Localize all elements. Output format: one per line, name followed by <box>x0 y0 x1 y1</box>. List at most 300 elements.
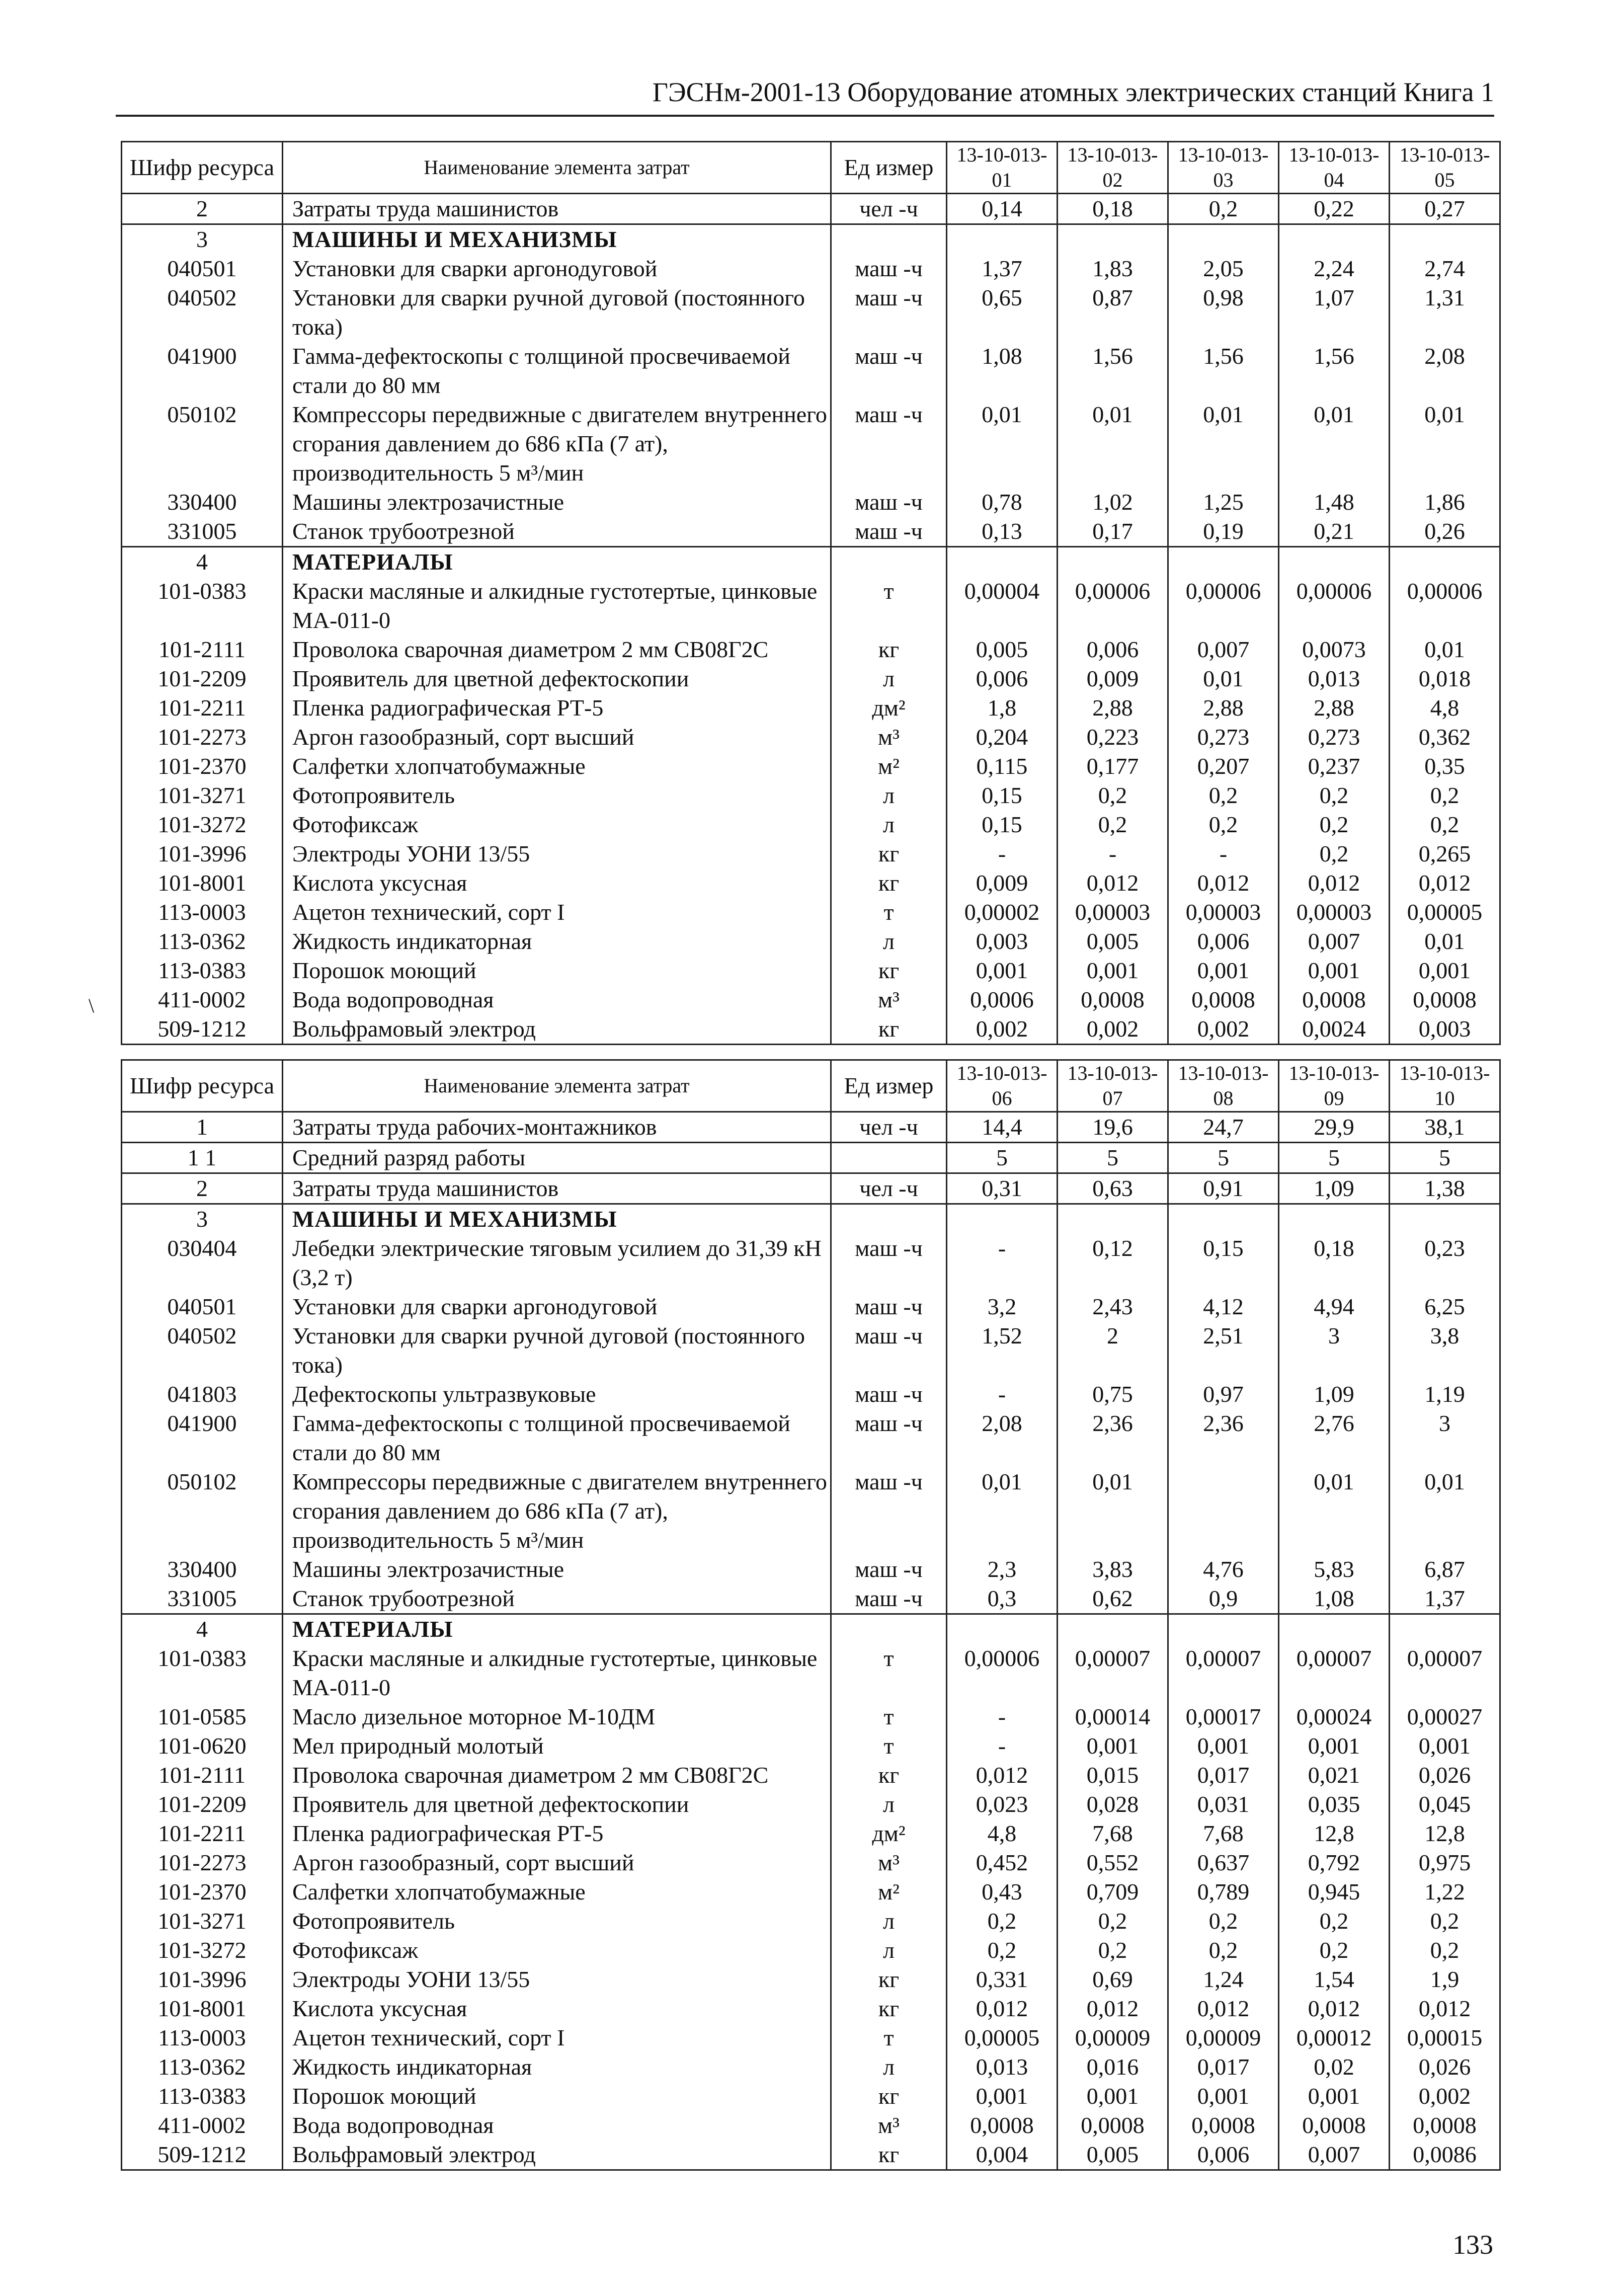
value-cell: 0,023 <box>947 1790 1058 1819</box>
value-cell: 1,22 <box>1390 1877 1500 1907</box>
unit-cell: маш -ч <box>831 400 947 488</box>
value-cell: 0,001 <box>1168 956 1279 985</box>
value-cell: 1,38 <box>1390 1173 1500 1204</box>
unit-cell: маш -ч <box>831 342 947 400</box>
section-row <box>122 1614 1500 1644</box>
value-cell: 0,26 <box>1390 517 1500 547</box>
table-row <box>122 810 1500 839</box>
resource-code: 050102 <box>122 1467 283 1555</box>
value-cell: 0,331 <box>947 1965 1058 1994</box>
value-cell: 0,3 <box>947 1584 1058 1614</box>
value-cell: 2,88 <box>1058 693 1168 723</box>
value-cell: 1,52 <box>947 1321 1058 1380</box>
value-cell: 0,2 <box>1058 1936 1168 1965</box>
unit-cell: л <box>831 1790 947 1819</box>
unit-cell: м² <box>831 752 947 781</box>
table-row <box>122 1409 1500 1467</box>
value-cell: 5 <box>947 1143 1058 1173</box>
value-cell: 0,2 <box>1168 781 1279 810</box>
header-column: 13-10-013-01 <box>947 142 1058 194</box>
value-cell: 0,00005 <box>1390 898 1500 927</box>
resource-code: 1 1 <box>122 1143 283 1173</box>
unit-cell: маш -ч <box>831 488 947 517</box>
table-row <box>122 635 1500 664</box>
value-cell: 0,21 <box>1279 517 1390 547</box>
value-cell: 0,028 <box>1058 1790 1168 1819</box>
unit-cell: дм² <box>831 693 947 723</box>
value-cell: 0,2 <box>1168 810 1279 839</box>
value-cell: 2,51 <box>1168 1321 1279 1380</box>
value-cell: 0,2 <box>1279 1936 1390 1965</box>
table-row <box>122 1112 1500 1143</box>
value-cell: 0,003 <box>947 927 1058 956</box>
value-cell <box>1058 547 1168 577</box>
unit-cell <box>831 1204 947 1234</box>
unit-cell: кг <box>831 1994 947 2023</box>
header-column: 13-10-013-09 <box>1279 1060 1390 1112</box>
value-cell: 0,87 <box>1058 283 1168 342</box>
resource-code: 2 <box>122 1173 283 1204</box>
value-cell: 0,789 <box>1168 1877 1279 1907</box>
resource-name: Станок трубоотрезной <box>283 517 831 547</box>
header-column: 13-10-013-05 <box>1390 142 1500 194</box>
section-title: МАШИНЫ И МЕХАНИЗМЫ <box>283 224 831 255</box>
value-cell: 0,207 <box>1168 752 1279 781</box>
value-cell: 0,265 <box>1390 839 1500 868</box>
value-cell: 0,43 <box>947 1877 1058 1907</box>
resource-code: 040501 <box>122 254 283 283</box>
table-row <box>122 1761 1500 1790</box>
value-cell: 0,792 <box>1279 1848 1390 1877</box>
resource-name: Вода водопроводная <box>283 2111 831 2140</box>
value-cell: 0,009 <box>947 868 1058 898</box>
table-row <box>122 781 1500 810</box>
unit-cell <box>831 1614 947 1644</box>
value-cell: 2,08 <box>1390 342 1500 400</box>
value-cell: 2,88 <box>1279 693 1390 723</box>
resource-name: Затраты труда машинистов <box>283 194 831 224</box>
value-cell: 0,045 <box>1390 1790 1500 1819</box>
unit-cell: т <box>831 1731 947 1761</box>
value-cell: 0,62 <box>1058 1584 1168 1614</box>
table-row <box>122 342 1500 400</box>
unit-cell <box>831 1143 947 1173</box>
table-row <box>122 1143 1500 1173</box>
value-cell: 0,115 <box>947 752 1058 781</box>
resource-code: 101-2209 <box>122 1790 283 1819</box>
value-cell: - <box>947 1234 1058 1292</box>
value-cell: 1,02 <box>1058 488 1168 517</box>
header-column: 13-10-013-04 <box>1279 142 1390 194</box>
value-cell: 0,945 <box>1279 1877 1390 1907</box>
resource-name: Масло дизельное моторное М-10ДМ <box>283 1702 831 1731</box>
table-row <box>122 1467 1500 1555</box>
table-row <box>122 956 1500 985</box>
unit-cell: м² <box>831 1877 947 1907</box>
value-cell <box>1168 1467 1279 1555</box>
resource-code: 113-0362 <box>122 2052 283 2082</box>
value-cell: 0,2 <box>1279 839 1390 868</box>
value-cell: 0,004 <box>947 2140 1058 2170</box>
resource-name: Ацетон технический, сорт I <box>283 2023 831 2052</box>
value-cell: 0,002 <box>1390 2082 1500 2111</box>
value-cell: 0,01 <box>1390 1467 1500 1555</box>
unit-cell: кг <box>831 2082 947 2111</box>
value-cell: 0,0006 <box>947 985 1058 1014</box>
unit-cell: л <box>831 1907 947 1936</box>
value-cell: 5 <box>1058 1143 1168 1173</box>
value-cell: 0,001 <box>1279 956 1390 985</box>
value-cell: 0,0024 <box>1279 1014 1390 1045</box>
value-cell: 1,83 <box>1058 254 1168 283</box>
value-cell: 2,36 <box>1168 1409 1279 1467</box>
value-cell: 0,17 <box>1058 517 1168 547</box>
value-cell <box>1390 547 1500 577</box>
unit-cell: кг <box>831 635 947 664</box>
value-cell <box>1390 1204 1500 1234</box>
resource-code: 509-1212 <box>122 1014 283 1045</box>
resource-name: Фотофиксаж <box>283 810 831 839</box>
value-cell: 0,00007 <box>1390 1644 1500 1702</box>
value-cell: 0,007 <box>1279 2140 1390 2170</box>
resource-code: 331005 <box>122 517 283 547</box>
value-cell: 0,005 <box>1058 2140 1168 2170</box>
resource-name: Фотопроявитель <box>283 781 831 810</box>
value-cell: - <box>947 1380 1058 1409</box>
value-cell: 0,00007 <box>1058 1644 1168 1702</box>
value-cell: 4,76 <box>1168 1555 1279 1584</box>
resource-name: Кислота уксусная <box>283 868 831 898</box>
value-cell <box>1168 1204 1279 1234</box>
value-cell: 1,56 <box>1279 342 1390 400</box>
table-row <box>122 488 1500 517</box>
resource-name: Установки для сварки ручной дуговой (постоянного тока) <box>283 283 831 342</box>
value-cell: 0,452 <box>947 1848 1058 1877</box>
value-cell: 0,02 <box>1279 2052 1390 2082</box>
value-cell: 0,017 <box>1168 1761 1279 1790</box>
value-cell: 0,005 <box>947 635 1058 664</box>
value-cell: - <box>1058 839 1168 868</box>
value-cell: 0,012 <box>1279 868 1390 898</box>
resource-code: 101-3996 <box>122 1965 283 1994</box>
value-cell <box>947 547 1058 577</box>
resource-name: Машины электрозачистные <box>283 488 831 517</box>
value-cell: 24,7 <box>1168 1112 1279 1143</box>
value-cell: 2,36 <box>1058 1409 1168 1467</box>
resource-name: Мел природный молотый <box>283 1731 831 1761</box>
value-cell: 0,035 <box>1279 1790 1390 1819</box>
value-cell: 12,8 <box>1279 1819 1390 1848</box>
value-cell: 0,001 <box>1279 2082 1390 2111</box>
value-cell: 0,91 <box>1168 1173 1279 1204</box>
resource-code: 4 <box>122 547 283 577</box>
resource-code: 3 <box>122 224 283 255</box>
value-cell: 1,48 <box>1279 488 1390 517</box>
value-cell: 0,00009 <box>1168 2023 1279 2052</box>
header-column: 13-10-013-02 <box>1058 142 1168 194</box>
table-row <box>122 1644 1500 1702</box>
table-row <box>122 254 1500 283</box>
unit-cell: маш -ч <box>831 1467 947 1555</box>
value-cell: 0,2 <box>947 1936 1058 1965</box>
value-cell: 0,237 <box>1279 752 1390 781</box>
header-column: 13-10-013-03 <box>1168 142 1279 194</box>
value-cell: 0,31 <box>947 1173 1058 1204</box>
unit-cell: чел -ч <box>831 1112 947 1143</box>
table-row <box>122 1321 1500 1380</box>
resource-name: Пленка радиографическая РТ-5 <box>283 693 831 723</box>
value-cell: 0,001 <box>1168 1731 1279 1761</box>
resource-name: Средний разряд работы <box>283 1143 831 1173</box>
value-cell <box>1058 224 1168 255</box>
unit-cell: маш -ч <box>831 254 947 283</box>
value-cell: 1,08 <box>1279 1584 1390 1614</box>
resource-name: Пленка радиографическая РТ-5 <box>283 1819 831 1848</box>
unit-cell: чел -ч <box>831 1173 947 1204</box>
value-cell: 0,00007 <box>1168 1644 1279 1702</box>
value-cell: 1,37 <box>1390 1584 1500 1614</box>
unit-cell: кг <box>831 956 947 985</box>
value-cell: 0,006 <box>947 664 1058 693</box>
unit-cell: маш -ч <box>831 1584 947 1614</box>
value-cell: 0,2 <box>1168 1907 1279 1936</box>
value-cell: 0,15 <box>1168 1234 1279 1292</box>
value-cell: 0,00006 <box>1168 577 1279 635</box>
resource-code: 101-0383 <box>122 577 283 635</box>
value-cell: 1,07 <box>1279 283 1390 342</box>
resource-code: 101-3996 <box>122 839 283 868</box>
section-row <box>122 1204 1500 1234</box>
table-row <box>122 752 1500 781</box>
value-cell: 0,00017 <box>1168 1702 1279 1731</box>
value-cell: 2,3 <box>947 1555 1058 1584</box>
header-code: Шифр ресурса <box>122 1060 283 1112</box>
value-cell: - <box>947 1702 1058 1731</box>
value-cell: 2,74 <box>1390 254 1500 283</box>
resource-code: 101-3271 <box>122 781 283 810</box>
unit-cell: маш -ч <box>831 1409 947 1467</box>
value-cell: 1,8 <box>947 693 1058 723</box>
value-cell: 0,01 <box>1279 400 1390 488</box>
unit-cell: м³ <box>831 1848 947 1877</box>
page-number: 133 <box>1452 2230 1493 2260</box>
value-cell: 0,00004 <box>947 577 1058 635</box>
value-cell: 4,94 <box>1279 1292 1390 1321</box>
unit-cell: маш -ч <box>831 1321 947 1380</box>
value-cell: 0,0008 <box>1279 985 1390 1014</box>
value-cell: 0,016 <box>1058 2052 1168 2082</box>
table-row <box>122 194 1500 224</box>
value-cell: 0,2 <box>1390 810 1500 839</box>
resource-name: Фотопроявитель <box>283 1907 831 1936</box>
resource-name: Гамма-дефектоскопы с толщиной просвечиваемой стали до 80 мм <box>283 342 831 400</box>
value-cell: 0,0008 <box>1279 2111 1390 2140</box>
value-cell: 0,012 <box>1168 868 1279 898</box>
unit-cell: т <box>831 1702 947 1731</box>
resource-code: 101-8001 <box>122 868 283 898</box>
resource-code: 101-2111 <box>122 635 283 664</box>
value-cell: 0,002 <box>1168 1014 1279 1045</box>
resource-name: Порошок моющий <box>283 2082 831 2111</box>
value-cell: 2,08 <box>947 1409 1058 1467</box>
resource-code: 101-2370 <box>122 752 283 781</box>
unit-cell: маш -ч <box>831 517 947 547</box>
table-row <box>122 1994 1500 2023</box>
value-cell <box>947 224 1058 255</box>
unit-cell: чел -ч <box>831 194 947 224</box>
value-cell: 0,2 <box>1279 810 1390 839</box>
value-cell: 0,001 <box>1279 1731 1390 1761</box>
value-cell: 0,637 <box>1168 1848 1279 1877</box>
resource-code: 509-1212 <box>122 2140 283 2170</box>
value-cell: 0,177 <box>1058 752 1168 781</box>
resource-code: 101-2273 <box>122 723 283 752</box>
value-cell: 0,012 <box>1390 1994 1500 2023</box>
value-cell: 0,01 <box>1390 927 1500 956</box>
resource-code: 101-0383 <box>122 1644 283 1702</box>
value-cell: 0,005 <box>1058 927 1168 956</box>
resource-code: 101-2111 <box>122 1761 283 1790</box>
value-cell: 2,05 <box>1168 254 1279 283</box>
value-cell: 0,0008 <box>1168 985 1279 1014</box>
resource-code: 411-0002 <box>122 2111 283 2140</box>
resource-name: Краски масляные и алкидные густотертые, цинковые МА-011-0 <box>283 1644 831 1702</box>
resource-name: Станок трубоотрезной <box>283 1584 831 1614</box>
resource-code: 101-2273 <box>122 1848 283 1877</box>
unit-cell: т <box>831 577 947 635</box>
value-cell: 0,00006 <box>1390 577 1500 635</box>
unit-cell: т <box>831 2023 947 2052</box>
table-row <box>122 1702 1500 1731</box>
value-cell: 0,031 <box>1168 1790 1279 1819</box>
value-cell: 0,00003 <box>1279 898 1390 927</box>
value-cell: 1,9 <box>1390 1965 1500 1994</box>
table-row <box>122 2023 1500 2052</box>
table-row <box>122 693 1500 723</box>
table-row <box>122 927 1500 956</box>
value-cell: 38,1 <box>1390 1112 1500 1143</box>
resource-name: Машины электрозачистные <box>283 1555 831 1584</box>
resource-table-2 <box>121 1059 1501 2171</box>
unit-cell <box>831 547 947 577</box>
table-row <box>122 1173 1500 1204</box>
value-cell: 0,12 <box>1058 1234 1168 1292</box>
value-cell: 0,01 <box>1058 1467 1168 1555</box>
table-row <box>122 868 1500 898</box>
value-cell: 0,2 <box>1390 781 1500 810</box>
table-row <box>122 1555 1500 1584</box>
value-cell: 0,204 <box>947 723 1058 752</box>
value-cell: 0,00005 <box>947 2023 1058 2052</box>
table-row <box>122 2140 1500 2170</box>
value-cell: 0,13 <box>947 517 1058 547</box>
unit-cell: л <box>831 664 947 693</box>
resource-name: Компрессоры передвижные с двигателем внутреннего сгорания давлением до 686 кПа (7 ат), производительность 5 м³/мин <box>283 400 831 488</box>
value-cell: 0,0008 <box>1058 985 1168 1014</box>
value-cell: 0,006 <box>1168 2140 1279 2170</box>
value-cell: 0,00015 <box>1390 2023 1500 2052</box>
value-cell: 0,0008 <box>1058 2111 1168 2140</box>
unit-cell: л <box>831 781 947 810</box>
value-cell: 0,017 <box>1168 2052 1279 2082</box>
value-cell: 0,007 <box>1168 635 1279 664</box>
value-cell <box>1058 1204 1168 1234</box>
value-cell: 0,2 <box>1058 810 1168 839</box>
table-row <box>122 1907 1500 1936</box>
value-cell: 0,19 <box>1168 517 1279 547</box>
section-row <box>122 224 1500 255</box>
header-column: 13-10-013-08 <box>1168 1060 1279 1112</box>
value-cell: 0,2 <box>1058 781 1168 810</box>
value-cell: 0,97 <box>1168 1380 1279 1409</box>
resource-code: 030404 <box>122 1234 283 1292</box>
resource-code: 041803 <box>122 1380 283 1409</box>
value-cell: 2,43 <box>1058 1292 1168 1321</box>
header-unit: Ед измер <box>831 1060 947 1112</box>
resource-name: Ацетон технический, сорт I <box>283 898 831 927</box>
value-cell <box>947 1204 1058 1234</box>
value-cell: 3 <box>1279 1321 1390 1380</box>
value-cell: 0,552 <box>1058 1848 1168 1877</box>
value-cell <box>947 1614 1058 1644</box>
resource-name: Затраты труда машинистов <box>283 1173 831 1204</box>
value-cell: 0,2 <box>1279 1907 1390 1936</box>
value-cell: 1,31 <box>1390 283 1500 342</box>
value-cell: 0,15 <box>947 810 1058 839</box>
resource-name: Вольфрамовый электрод <box>283 1014 831 1045</box>
section-title: МАТЕРИАЛЫ <box>283 1614 831 1644</box>
value-cell: 0,01 <box>947 400 1058 488</box>
value-cell <box>1279 224 1390 255</box>
value-cell: 6,87 <box>1390 1555 1500 1584</box>
unit-cell: т <box>831 1644 947 1702</box>
table-row <box>122 1819 1500 1848</box>
value-cell: 0,2 <box>1168 1936 1279 1965</box>
table-row <box>122 400 1500 488</box>
value-cell: 0,35 <box>1390 752 1500 781</box>
resource-code: 050102 <box>122 400 283 488</box>
header-column: 13-10-013-06 <box>947 1060 1058 1112</box>
value-cell <box>1390 224 1500 255</box>
value-cell: 19,6 <box>1058 1112 1168 1143</box>
unit-cell <box>831 224 947 255</box>
resource-name: Проволока сварочная диаметром 2 мм СВ08Г2С <box>283 635 831 664</box>
resource-code: 101-2209 <box>122 664 283 693</box>
value-cell: 0,003 <box>1390 1014 1500 1045</box>
value-cell: 0,00024 <box>1279 1702 1390 1731</box>
value-cell: 0,012 <box>1279 1994 1390 2023</box>
unit-cell: маш -ч <box>831 1292 947 1321</box>
value-cell: 0,362 <box>1390 723 1500 752</box>
value-cell: 0,001 <box>1390 1731 1500 1761</box>
value-cell: 0,013 <box>1279 664 1390 693</box>
table-row <box>122 1380 1500 1409</box>
table-row <box>122 839 1500 868</box>
value-cell: 0,001 <box>1168 2082 1279 2111</box>
table-row <box>122 1790 1500 1819</box>
unit-cell: л <box>831 927 947 956</box>
resource-code: 041900 <box>122 1409 283 1467</box>
resource-code: 3 <box>122 1204 283 1234</box>
resource-name: Установки для сварки аргонодуговой <box>283 254 831 283</box>
value-cell: 6,25 <box>1390 1292 1500 1321</box>
value-cell: 0,026 <box>1390 1761 1500 1790</box>
resource-name: Вода водопроводная <box>283 985 831 1014</box>
value-cell: 0,0008 <box>1390 985 1500 1014</box>
resource-code: 040502 <box>122 1321 283 1380</box>
resource-code: 113-0003 <box>122 898 283 927</box>
resource-name: Проявитель для цветной дефектоскопии <box>283 1790 831 1819</box>
